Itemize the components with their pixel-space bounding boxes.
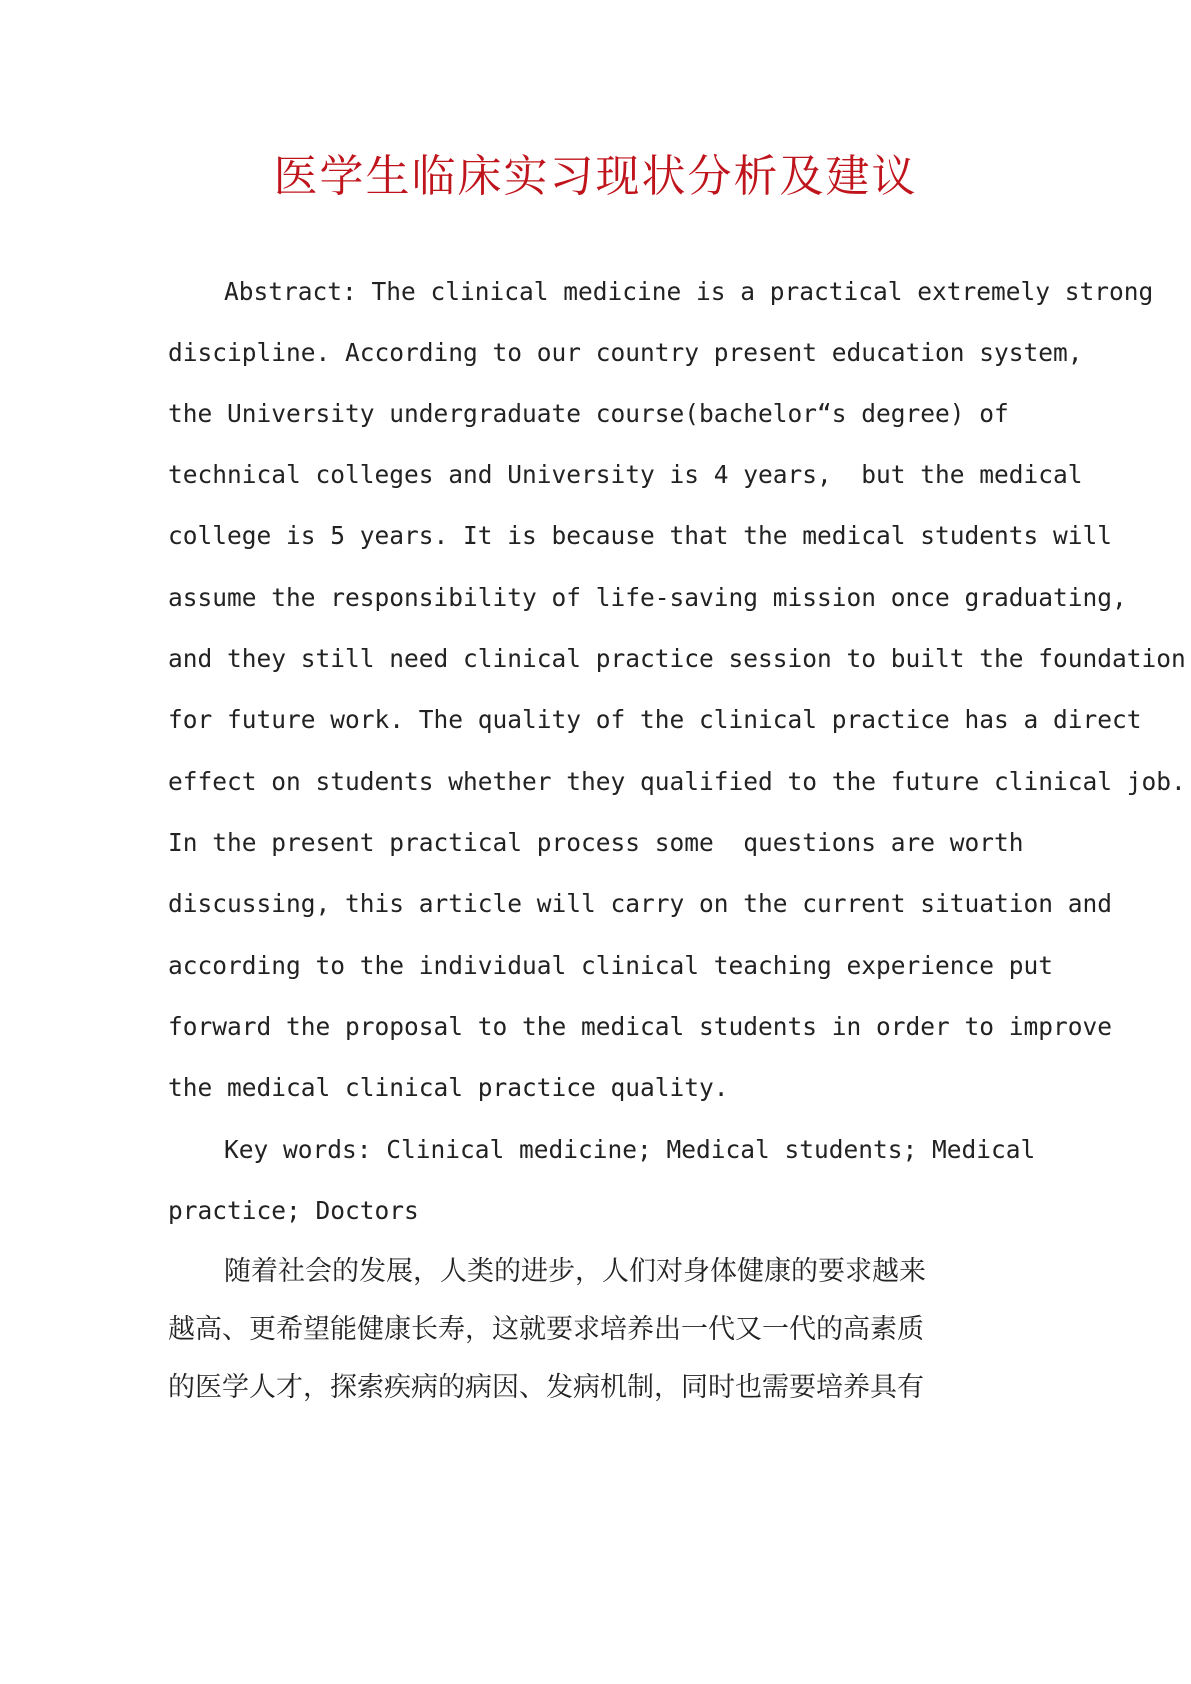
abstract-line: technical colleges and University is 4 years, but the medical xyxy=(168,460,1083,489)
keywords-line: Key words: Clinical medicine; Medical students; Medical xyxy=(224,1135,1036,1164)
abstract-line: for future work. The quality of the clinical practice has a direct xyxy=(168,705,1142,734)
abstract-line: forward the proposal to the medical students in order to improve xyxy=(168,1012,1113,1041)
abstract-line: discipline. According to our country present education system, xyxy=(168,338,1083,367)
body-line: 的医学人才，探索疾病的病因、发病机制，同时也需要培养具有 xyxy=(168,1372,924,1403)
body-line: 随着社会的发展，人类的进步，人们对身体健康的要求越来 xyxy=(224,1256,926,1287)
abstract-line: In the present practical process some questions are worth xyxy=(168,828,1024,857)
abstract-line: Abstract: The clinical medicine is a practical extremely strong xyxy=(224,277,1154,306)
abstract-line: discussing, this article will carry on the current situation and xyxy=(168,889,1113,918)
abstract-line: assume the responsibility of life-saving mission once graduating, xyxy=(168,583,1127,612)
abstract-line: effect on students whether they qualified to the future clinical job. xyxy=(168,767,1186,796)
abstract-line: according to the individual clinical teaching experience put xyxy=(168,951,1054,980)
document-title: 医学生临床实习现状分析及建议 xyxy=(273,151,918,202)
abstract-line: and they still need clinical practice session to built the foundation xyxy=(168,647,1186,672)
abstract-line: the University undergraduate course(bachelor“s degree) of xyxy=(168,399,1009,428)
body-line: 越高、更希望能健康长寿，这就要求培养出一代又一代的高素质 xyxy=(168,1314,924,1345)
abstract-line: the medical clinical practice quality. xyxy=(168,1073,729,1102)
abstract-line: college is 5 years. It is because that the medical students will xyxy=(168,521,1113,550)
keywords-line: practice; Doctors xyxy=(168,1196,419,1225)
